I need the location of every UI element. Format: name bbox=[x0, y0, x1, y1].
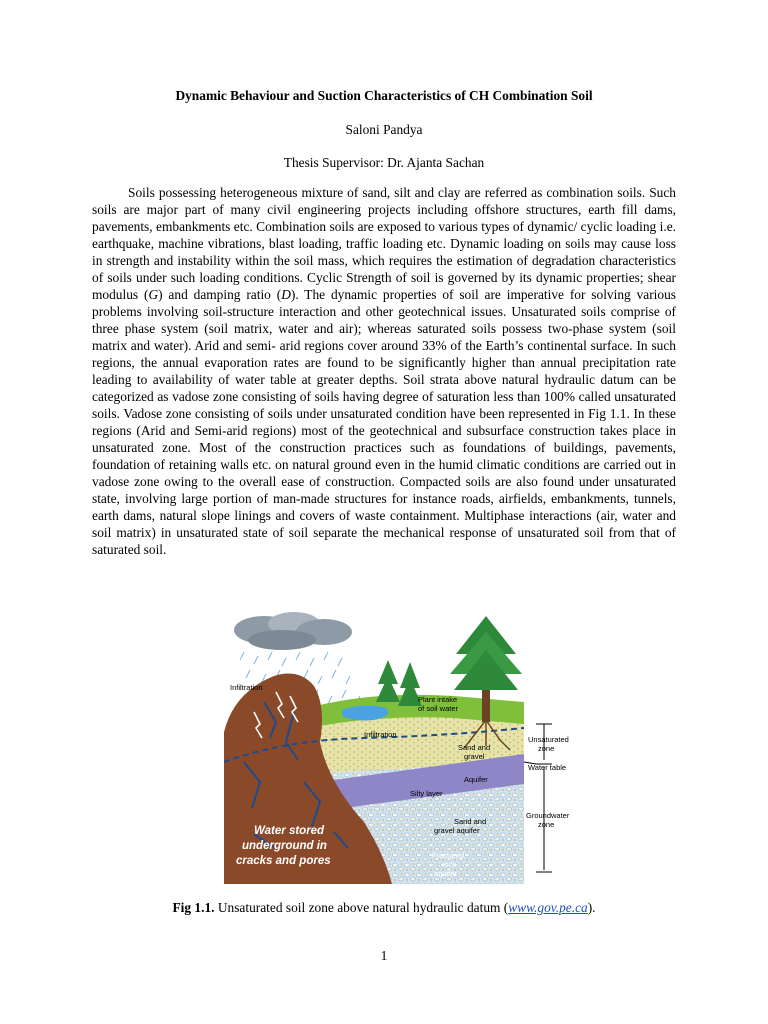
caption-label: Fig 1.1. bbox=[172, 900, 215, 915]
label-groundwater-2: zone bbox=[538, 820, 555, 829]
page-number: 1 bbox=[380, 948, 388, 963]
caption-end: ). bbox=[587, 900, 596, 915]
thesis-supervisor: Thesis Supervisor: Dr. Ajanta Sachan bbox=[283, 155, 485, 170]
label-infiltration-mid: Infiltration bbox=[364, 730, 397, 739]
label-plant-intake-2: of soil water bbox=[418, 704, 459, 713]
label-unsaturated-1: Unsaturated bbox=[528, 735, 569, 744]
label-silty-layer: Silty layer bbox=[410, 789, 443, 798]
body-paragraph bbox=[92, 184, 676, 558]
caption-link[interactable]: www.gov.pe.ca bbox=[508, 900, 588, 915]
soil-zone-diagram bbox=[224, 612, 584, 884]
label-sga-2: gravel aquifer bbox=[434, 826, 480, 835]
symbol-d: D bbox=[281, 287, 291, 302]
body-text-part-2: ) and damping ratio ( bbox=[158, 287, 282, 302]
label-water-table: Water table bbox=[528, 763, 567, 772]
paper-title: Dynamic Behaviour and Suction Characteristics of CH Combination Soil bbox=[175, 88, 593, 103]
label-unsaturated-2: zone bbox=[538, 744, 555, 753]
label-sand-gravel-2: gravel bbox=[464, 752, 485, 761]
label-plant-intake-1: Plant intake bbox=[418, 695, 458, 704]
label-fractured-3: aquifer bbox=[434, 869, 457, 878]
figure-soil-zones bbox=[224, 612, 584, 884]
body-text-part-3: ). The dynamic properties of soil are imperative for solving various problems involving soil-structure interaction and other geotechnical issues. Unsaturated soils comprise of three phase system (soil matrix, water and air); whereas saturated soils possess two-phase system (soil matrix and water). Arid and semi- arid regions cover around 33% of the Earth’s continental surface. In such regions, the annual evaporation rates are found to be significantly higher than annual precipitation rate leading to availability of water table at greater depths. Soil strata above natural hydraulic datum can be categorized as vadose zone consisting of soils having degree of saturation less than 100% called unsaturated soils. Vadose zone consisting of soils under unsaturated condition have been represented in Fig 1.1. In these regions (Arid and Semi-arid regions) most of the geotechnical and subsurface construction takes place in unsaturated zone. Most of the construction practices such as foundations of buildings, pavements, foundation of retaining walls etc. on natural ground even in the humid climatic conditions are carried out in vadose zone owing to the overall ease of construction. Compacted soils are also found under unsaturated state, involving large portion of man-made structures for instance roads, airfields, embankments, tunnels, earth dams, natural slope linings and covers of waste containment. Multiphase interactions (air, water and soil matrix) in unsaturated state of soil separate the mechanical response of unsaturated soil from that of saturated soil. bbox=[92, 287, 677, 557]
label-stored-1: Water stored bbox=[254, 825, 325, 837]
label-fractured-2: rock bbox=[442, 860, 457, 869]
label-stored-3: cracks and pores bbox=[236, 855, 331, 867]
author-name: Saloni Pandya bbox=[345, 122, 423, 137]
label-sga-1: Sand and bbox=[454, 817, 487, 826]
label-infiltration-left: Infiltration bbox=[230, 683, 263, 692]
caption-text: Unsaturated soil zone above natural hydraulic datum ( bbox=[214, 900, 509, 915]
body-text-part-1: Soils possessing heterogeneous mixture of sand, silt and clay are referred as combination soils. Such soils are major part of many civil engineering projects including offshore structures, earth fill dams, pavements, embankments etc. Combination soils are exposed to various types of dynamic/ cyclic loading i.e. earthquake, machine vibrations, blast loading, traffic loading etc. Dynamic loading on soils may cause loss in strength and instability within the soil mass, which requires the estimation of degradation characteristics of soils under such loading conditions. Cyclic Strength of soil is governed by its dynamic properties; shear modulus ( bbox=[92, 185, 676, 302]
label-sand-gravel-1: Sand and bbox=[458, 743, 491, 752]
label-stored-2: underground in bbox=[242, 840, 327, 852]
label-fractured-1: Fractured bbox=[432, 851, 465, 860]
label-groundwater-1: Groundwater bbox=[526, 811, 570, 820]
symbol-g: G bbox=[148, 287, 159, 302]
figure-caption bbox=[0, 900, 768, 916]
label-aquifer: Aquifer bbox=[464, 775, 488, 784]
